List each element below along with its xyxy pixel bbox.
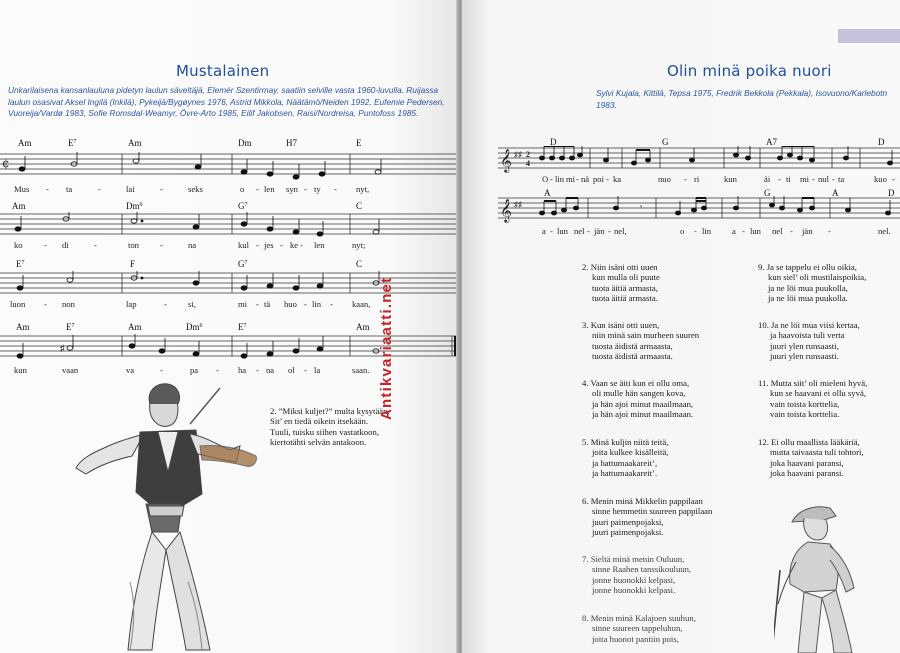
lyric-syllable: - (304, 184, 307, 194)
lyric-syllable: syn (286, 184, 298, 194)
lyric-syllable: nel (574, 226, 585, 236)
lyric-syllable: ke (290, 240, 299, 250)
svg-text:𝄞: 𝄞 (500, 198, 512, 222)
lyric-syllable: - (576, 174, 579, 184)
stanza-line: joita huonot pantiin pois, (592, 633, 679, 644)
lyric-syllable: ty (314, 184, 321, 194)
lyric-syllable: nul (818, 174, 829, 184)
chord: C (356, 201, 363, 211)
lyric-syllable: na (188, 240, 197, 250)
lyric-syllable: lai (126, 184, 135, 194)
watermark-text: Antikvariaatti.net (378, 276, 395, 420)
lyric-syllable: mi (238, 299, 248, 309)
lyric-syllable: pa (190, 365, 199, 375)
stanza-line: mutta taivaasta tuli tohtori, (770, 447, 864, 458)
stanza-line: 10. Ja ne löi mua viisi kertaa, (758, 320, 860, 330)
svg-text:♯: ♯ (60, 343, 65, 353)
lyric-syllable: la (314, 365, 321, 375)
chord: Dm$^6$ (126, 201, 143, 211)
lyric-syllable: nyt, (356, 184, 370, 194)
lyric-syllable: mi (566, 174, 576, 184)
lyric-syllable: lin (312, 299, 322, 309)
lyric-syllable: - (684, 174, 687, 184)
lyric-syllable: - (892, 174, 895, 184)
chord: G (662, 137, 669, 147)
lyric-syllable: seks (188, 184, 203, 194)
stanza-line: vain toista korttelia, (770, 398, 840, 409)
lyric-syllable: - (587, 226, 590, 236)
lyric-syllable: luon (10, 299, 26, 309)
lyric-syllable: - (812, 174, 815, 184)
chord: D (878, 137, 885, 147)
stanza-line: ja ne löi mua puukolla, (768, 282, 848, 293)
chord: Dm$^6$ (186, 322, 203, 332)
stanza-line: ja hattumaakareit’, (592, 457, 658, 468)
lyric-syllable: - (160, 240, 163, 250)
lyric-syllable: - (160, 365, 163, 375)
lyric-syllable: jän (594, 226, 605, 236)
stanza-line: ja haavoista tuli verta (770, 330, 845, 341)
chord: F (130, 259, 136, 269)
chord: $E^7$ (66, 322, 75, 332)
right-stanza-4 (582, 378, 693, 420)
lyric-syllable: - (304, 299, 307, 309)
chord: D (888, 188, 895, 198)
chord: Am (128, 138, 142, 148)
chord: Am (12, 201, 26, 211)
stanza-line: tuota äitiä armasta. (592, 293, 658, 304)
lyric-syllable: nyt; (352, 240, 366, 250)
stanza-line: 8. Menin minä Kalajoen suuhun, (582, 613, 696, 623)
stanza-line: sinne hemmetin suureen pappilaan (592, 506, 713, 517)
lyric-syllable: ti (786, 174, 791, 184)
stanza-line: ja hän ajoi minut maailmaan, (592, 398, 694, 409)
chord: A (544, 188, 551, 198)
lyric-syllable: ko (14, 240, 23, 250)
lyric-syllable: a (732, 226, 736, 236)
stanza-line: juuri paimenpojaksi. (592, 527, 664, 538)
chord: Am (18, 138, 32, 148)
right-stanza-6 (582, 496, 712, 538)
lyric-syllable: jes (264, 240, 274, 250)
right-song-title: Olin minä poika nuori (667, 62, 832, 80)
chord: G (764, 188, 771, 198)
lyric-syllable: di (62, 240, 69, 250)
lyric-syllable: kun (724, 174, 737, 184)
lyric-syllable: - (742, 226, 745, 236)
lyric-syllable: - (256, 365, 259, 375)
lyric-syllable: si, (188, 299, 196, 309)
lyric-syllable: - (304, 365, 307, 375)
lyric-syllable: poi (593, 174, 604, 184)
left-source-line: Vuoreija/Vardø 1983, Sofie Romsdal-Weamyr, Övre-Arto 1985, Eilif Jakobsen, Raisi/Nordreisa, Puntofoss 1985. (8, 108, 419, 119)
right-stanza-7 (582, 554, 691, 596)
stanza-line: juuri ylen runsaasti. (770, 351, 839, 362)
boy-with-stick-illustration-icon (774, 500, 900, 653)
lyric-syllable: - (280, 240, 283, 250)
stanza-line: 3. Kun isäni otti uuen, (582, 320, 660, 330)
right-stanza-12 (758, 437, 864, 479)
page-tab-marker (838, 29, 900, 43)
stanza-line: kun siel’ oli mustilaispoikia, (768, 272, 867, 283)
chord: A7 (766, 137, 777, 147)
right-song-source: Sylvi Kujala, Kittilä, Tepsa 1975, Fredrik Bekkola (Pekkala), Isovuono/Karlebotn 1983. (596, 88, 888, 110)
lyric-syllable: ol (288, 365, 295, 375)
lyric-syllable: vaan (62, 365, 79, 375)
lyric-syllable: lun (557, 226, 568, 236)
chord: C (356, 259, 363, 269)
lyric-syllable: nel (772, 226, 783, 236)
music-staff (0, 212, 458, 242)
lyric-syllable: - (334, 184, 337, 194)
lyric-syllable: ri (694, 174, 700, 184)
right-stanza-11 (758, 378, 867, 420)
stanza-line: 12. Ei ollu maallista lääkäriä, (758, 437, 860, 447)
left-source-line: laulun osasivat Aksel Ingilä (Inkilä), Pykeijä/Bygøynes 1976, Astrid Mikkola, Näätämö/Neiden 1992, Eufemie Pedersen, (8, 96, 445, 107)
lyric-syllable: - (606, 174, 609, 184)
lyric-syllable: o (680, 226, 685, 236)
right-stanza-3 (582, 320, 699, 362)
stanza-line: niin minä sain murheen suuren (592, 330, 700, 341)
right-stanza-8 (582, 613, 696, 644)
chord: $E^7$ (238, 322, 247, 332)
stanza-line: kiertotähti selvän antakoon. (270, 437, 367, 448)
lyric-syllable: saan. (352, 365, 370, 375)
svg-text:2: 2 (526, 150, 530, 159)
stanza-line: sinne suureen tappeluhun, (592, 623, 683, 634)
lyric-syllable: nuo (658, 174, 671, 184)
lyric-syllable: - (778, 174, 781, 184)
lyric-syllable: na (266, 365, 275, 375)
svg-text:4: 4 (526, 159, 530, 168)
lyric-syllable: O (542, 174, 549, 184)
stanza-line: 2. ”Miksi kuljet?” multa kysytään. (270, 406, 390, 416)
lyric-syllable: ha (238, 365, 247, 375)
right-stanza-10 (758, 320, 860, 362)
right-stanza-2 (582, 262, 660, 304)
lyric-syllable: äi (764, 174, 771, 184)
lyric-syllable: nel. (878, 226, 891, 236)
stanza-line: 5. Minä kuljin niitä teitä, (582, 437, 669, 447)
stanza-line: vain toista korttelia. (770, 409, 840, 420)
lyric-syllable: nä (581, 174, 590, 184)
stanza-line: oli mulle hän sangen kova, (592, 388, 686, 399)
stanza-line: 11. Mutta siit’ oli mieleni hyvä, (758, 378, 868, 388)
music-staff (498, 146, 900, 174)
stanza-line: 2. Niin isäni otti uuen (582, 262, 658, 272)
lyric-syllable: - (94, 240, 97, 250)
lyric-syllable: lin (702, 226, 712, 236)
stanza-line: 4. Vaan se äiti kun ei ollu oma, (582, 378, 690, 388)
lyric-syllable: - (160, 184, 163, 194)
lyric-syllable: - (608, 226, 611, 236)
lyric-syllable: - (790, 226, 793, 236)
chord: $G^7$ (238, 259, 248, 269)
chord: A (832, 188, 839, 198)
stanza-line: tuosta äidistä armaasta, (592, 340, 673, 351)
lyric-syllable: Mus (14, 184, 30, 194)
stanza-line: 9. Ja se tappelu ei ollu oikia, (758, 262, 857, 272)
chord: Am (16, 322, 30, 332)
chord: $E^7$ (68, 138, 77, 148)
lyric-syllable: kaan, (352, 299, 371, 309)
chord: H7 (286, 138, 297, 148)
lyric-syllable: - (256, 299, 259, 309)
chord: $E^7$ (16, 259, 25, 269)
chord: D (550, 137, 557, 147)
lyric-syllable: - (330, 299, 333, 309)
lyric-syllable: - (550, 174, 553, 184)
svg-text:♯♯: ♯♯ (514, 200, 522, 209)
lyric-syllable: lap (126, 299, 137, 309)
lyric-syllable: len (264, 184, 275, 194)
lyric-syllable: - (98, 184, 101, 194)
lyric-syllable: - (164, 299, 167, 309)
stanza-line: ja hän ajoi minut maailmaan. (592, 409, 694, 420)
stanza-line: Tuuli, tuisku siihen vastatkoon, (270, 426, 380, 437)
lyric-syllable: - (46, 184, 49, 194)
lyric-syllable: a (542, 226, 546, 236)
violinist-illustration-icon (70, 382, 270, 653)
lyric-syllable: huo (284, 299, 297, 309)
lyric-syllable: kuo (874, 174, 887, 184)
lyric-syllable: - (44, 299, 47, 309)
lyric-syllable: kun (14, 365, 27, 375)
lyric-syllable: va (126, 365, 135, 375)
lyric-syllable: ta (838, 174, 845, 184)
lyric-syllable: tä (264, 299, 271, 309)
chord: Dm (238, 138, 252, 148)
lyric-syllable: o (240, 184, 245, 194)
stanza-line: 6. Menin minä Mikkelin pappilaan (582, 496, 703, 506)
stanza-line: tuota äitiä armasta, (592, 282, 658, 293)
lyric-syllable: ka (613, 174, 622, 184)
stanza-line: tuosta äidistä armaasta. (592, 351, 673, 362)
svg-text:¢: ¢ (2, 156, 10, 170)
lyric-syllable: ton (128, 240, 139, 250)
stanza-line: ja hattumaakareit’. (592, 468, 658, 479)
chord: E (356, 138, 362, 148)
stanza-line: Sit’ en tiedä oikein itsekään. (270, 416, 369, 427)
stanza-line: 7. Sieltä minä menin Ouluun, (582, 554, 685, 564)
lyric-syllable: lun (750, 226, 761, 236)
lyric-syllable: - (256, 240, 259, 250)
lyric-syllable: - (832, 174, 835, 184)
svg-text:𝄾: 𝄾 (640, 202, 643, 212)
right-page (462, 0, 900, 653)
stanza-line: joita kulkee kisälleitä, (592, 447, 669, 458)
stanza-line: kun se haavani ei ollu syvä, (770, 388, 867, 399)
chord: Am (128, 322, 142, 332)
lyric-syllable: lin (555, 174, 565, 184)
lyric-syllable: ta (66, 184, 73, 194)
lyric-syllable: jän (802, 226, 813, 236)
stanza-line: sinne Raahen tanssikouluun, (592, 564, 692, 575)
stanza-line: ja ne löi mua puukolla. (768, 293, 848, 304)
stanza-line: kun mulla oli puute (592, 272, 660, 283)
lyric-syllable: mi (800, 174, 810, 184)
left-song-source (8, 85, 445, 120)
stanza-line: joka haavani paransi, (770, 457, 844, 468)
right-stanza-5 (582, 437, 668, 479)
lyric-syllable: - (828, 226, 831, 236)
svg-text:𝄞: 𝄞 (500, 148, 512, 172)
chord: $G^7$ (238, 201, 248, 211)
stanza-line: jonne huonokki kelpasi. (592, 585, 676, 596)
lyric-syllable: nel, (614, 226, 627, 236)
lyric-syllable: non (62, 299, 75, 309)
left-stanza-2 (270, 406, 390, 448)
lyric-syllable: - (216, 365, 219, 375)
lyric-syllable: - (300, 240, 303, 250)
svg-text:♯♯: ♯♯ (514, 150, 522, 159)
lyric-syllable: kul (238, 240, 249, 250)
lyric-syllable: - (256, 184, 259, 194)
stanza-line: joka haavani paransi. (770, 468, 844, 479)
stanza-line: jonne huonokki kelpasi, (592, 574, 676, 585)
stanza-line: juuri paimenpojaksi, (592, 516, 664, 527)
chord: Am (356, 322, 370, 332)
lyric-syllable: - (694, 226, 697, 236)
stanza-line: juuri ylen runsaasti, (770, 340, 839, 351)
music-staff (0, 152, 458, 180)
left-song-title: Mustalainen (176, 62, 270, 80)
lyric-syllable: - (550, 226, 553, 236)
lyric-syllable: - (44, 240, 47, 250)
right-stanza-9 (758, 262, 866, 304)
lyric-syllable: len (314, 240, 325, 250)
left-source-line: Unkarilaisena kansanlauluna pidetyn laulun säveltäjä, Elemér Szentirmay, saatiin selville vasta 1960-luvulla. Ruijassa (8, 85, 439, 95)
music-staff (498, 196, 900, 224)
